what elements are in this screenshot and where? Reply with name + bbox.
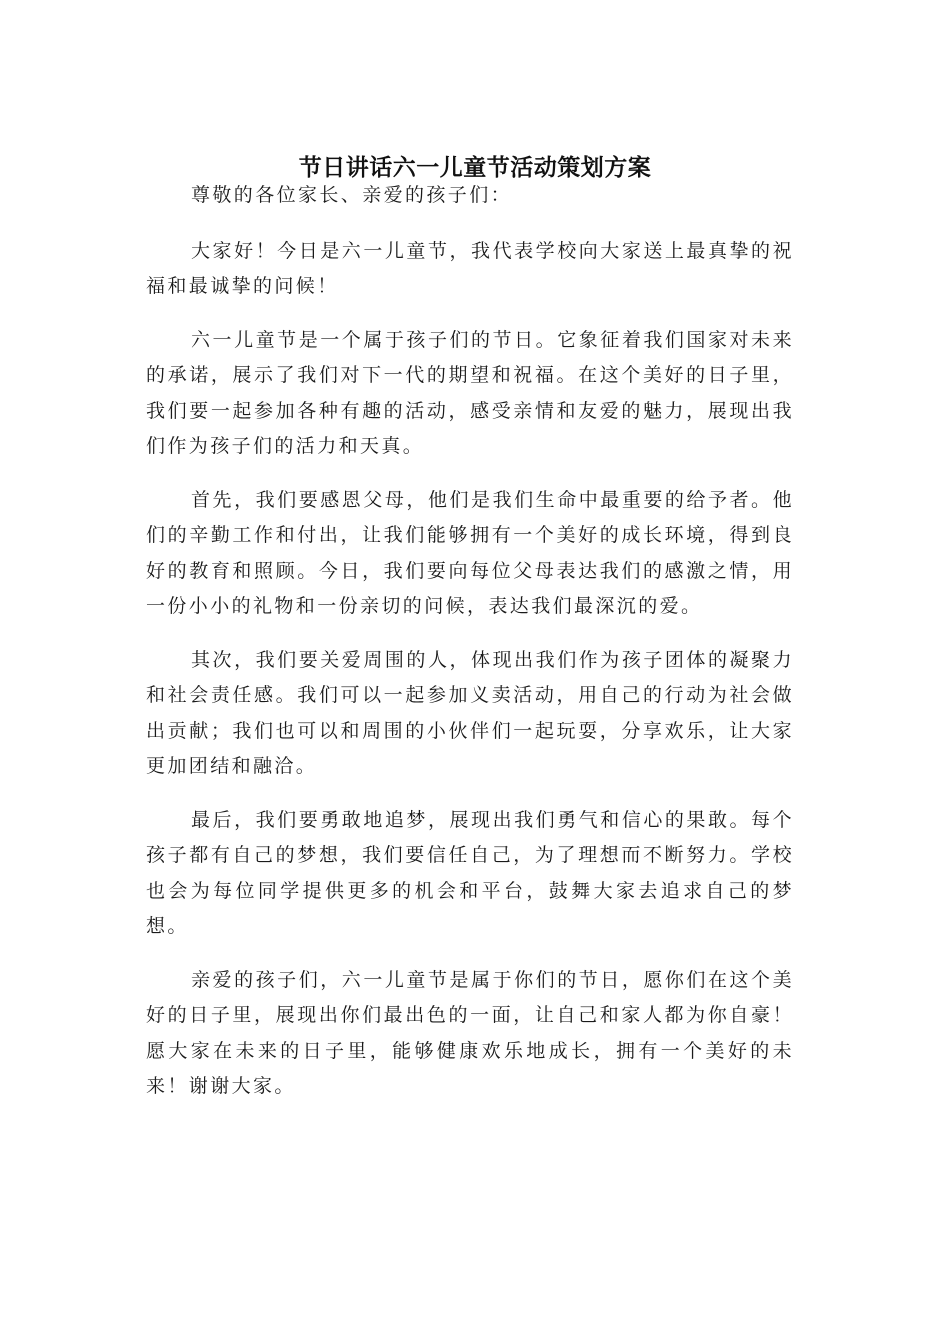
salutation-paragraph: 尊敬的各位家长、亲爱的孩子们： (191, 184, 513, 206)
document-title: 节日讲话六一儿童节活动策划方案 (298, 155, 652, 182)
greeting-paragraph: 大家好！今日是六一儿童节，我代表学校向大家送上最真挚的祝福和最诚挚的问候！ (146, 239, 794, 297)
body-paragraph: 首先，我们要感恩父母，他们是我们生命中最重要的给予者。他们的辛勤工作和付出，让我们能够拥有一个美好的成长环境，得到良好的教育和照顾。今日，我们要向每位父母表达我们的感激之情，用一份小小的礼物和一份亲切的问候，表达我们最深沉的爱。 (146, 488, 794, 617)
body-paragraph: 其次，我们要关爱周围的人，体现出我们作为孩子团体的凝聚力和社会责任感。我们可以一起参加义卖活动，用自己的行动为社会做出贡献；我们也可以和周围的小伙伴们一起玩耍，分享欢乐，让大家更加团结和融洽。 (146, 648, 794, 777)
body-paragraph: 六一儿童节是一个属于孩子们的节日。它象征着我们国家对未来的承诺，展示了我们对下一代的期望和祝福。在这个美好的日子里，我们要一起参加各种有趣的活动，感受亲情和友爱的魅力，展现出我们作为孩子们的活力和天真。 (146, 328, 794, 457)
closing-paragraph: 亲爱的孩子们，六一儿童节是属于你们的节日，愿你们在这个美好的日子里，展现出你们最出色的一面，让自己和家人都为你自豪！愿大家在未来的日子里，能够健康欢乐地成长，拥有一个美好的未来！谢谢大家。 (146, 968, 794, 1097)
body-paragraph: 最后，我们要勇敢地追梦，展现出我们勇气和信心的果敢。每个孩子都有自己的梦想，我们要信任自己，为了理想而不断努力。学校也会为每位同学提供更多的机会和平台，鼓舞大家去追求自己的梦想。 (146, 808, 794, 937)
document-body (146, 178, 794, 1123)
